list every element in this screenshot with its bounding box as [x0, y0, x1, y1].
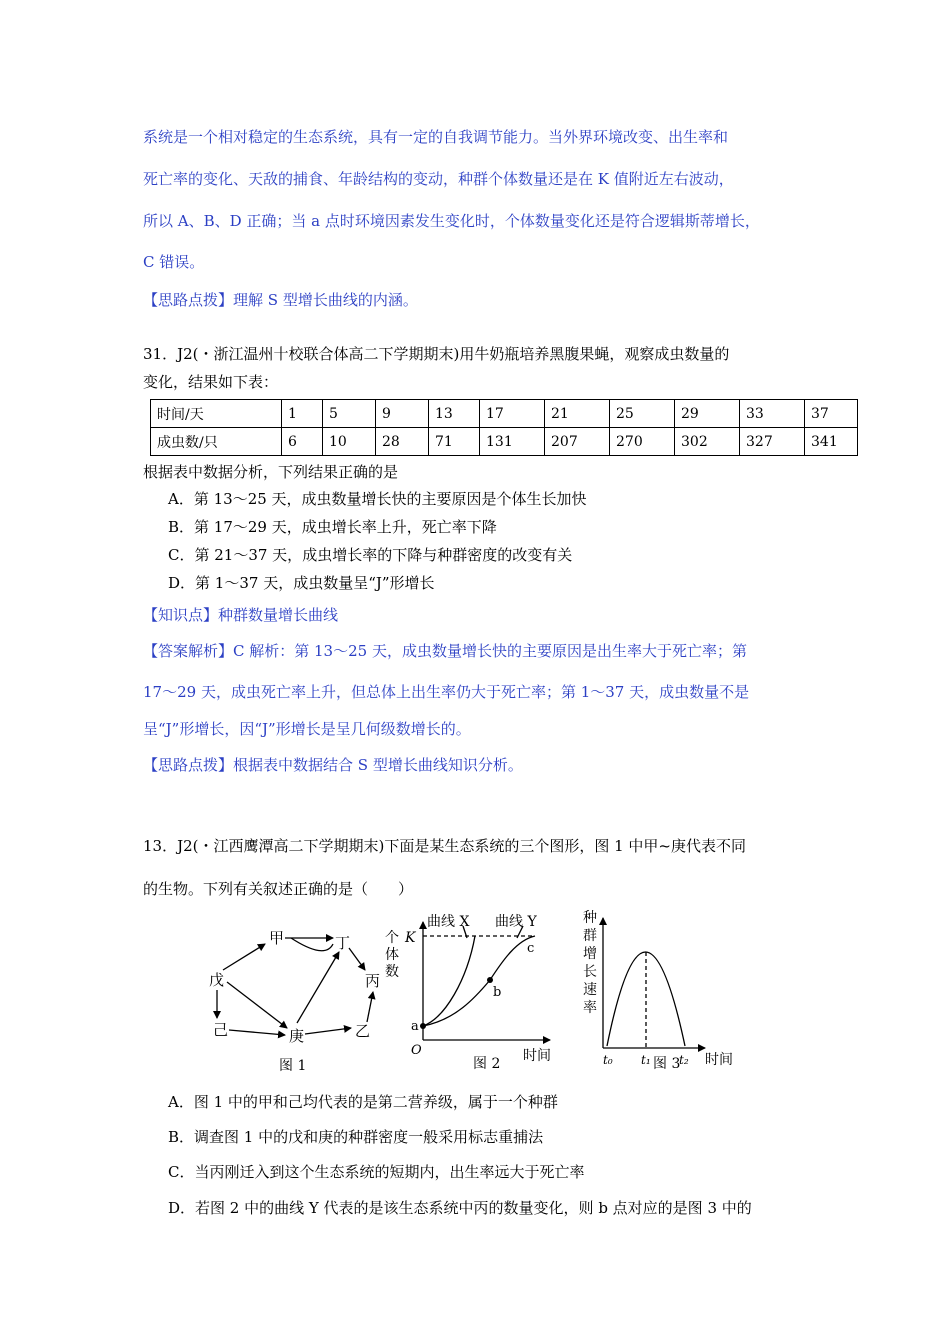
q31-question: 根据表中数据分析，下列结果正确的是	[143, 463, 399, 481]
table-cell: 207	[545, 428, 610, 456]
curve-y	[423, 936, 535, 1026]
ylabel-char: 率	[583, 1000, 597, 1016]
table-cell: 25	[610, 400, 675, 428]
ylabel-char: 群	[583, 928, 597, 944]
fig3-xlabel: 时间	[705, 1052, 733, 1068]
q31-answer-line-1: 【答案解析】C 解析：第 13～25 天，成虫数量增长快的主要原因是出生率大于死亡率；第	[143, 642, 747, 660]
arrow	[305, 1028, 351, 1034]
ylabel-char: 数	[385, 964, 399, 980]
arrow	[367, 992, 373, 1022]
q13-option-c: C．当丙刚迁入到这个生态系统的短期内，出生率远大于死亡率	[168, 1163, 585, 1181]
figure-2-growth-curves	[385, 913, 551, 1072]
table-cell: 28	[376, 428, 429, 456]
analysis-line-4: C 错误。	[143, 253, 205, 271]
table-header-time: 时间/天	[151, 400, 282, 428]
arrow-curve	[291, 938, 333, 951]
q31-option-c: C．第 21～37 天，成虫增长率的下降与种群密度的改变有关	[168, 546, 573, 564]
label-curve-y: 曲线 Y	[495, 914, 537, 930]
table-cell: 9	[376, 400, 429, 428]
fig2-xlabel: 时间	[523, 1048, 551, 1064]
ylabel-char: 长	[583, 964, 597, 980]
q31-knowledge: 【知识点】种群数量增长曲线	[143, 606, 339, 624]
table-header-count: 成虫数/只	[151, 428, 282, 456]
table-cell: 29	[675, 400, 740, 428]
node-geng: 庚	[289, 1027, 305, 1045]
q31-answer-line-2: 17～29 天，成虫死亡率上升，但总体上出生率仍大于死亡率；第 1～37 天，成虫数量不是	[143, 683, 750, 701]
table-cell: 341	[805, 428, 858, 456]
point-b-label: b	[493, 985, 502, 1000]
ylabel-char: 体	[385, 947, 399, 963]
figure-3-caption: 图 3	[653, 1056, 681, 1072]
table-cell: 21	[545, 400, 610, 428]
figure-2-caption: 图 2	[473, 1056, 501, 1072]
table-row	[151, 400, 858, 428]
analysis-line-3: 所以 A、B、D 正确；当 a 点时环境因素发生变化时，个体数量变化还是符合逻辑斯蒂增长，	[143, 212, 760, 230]
curve-x	[423, 936, 475, 1026]
tick-t0: t₀	[603, 1053, 613, 1067]
q13-stem-1: 13．J2(・江西鹰潭高二下学期期末)下面是某生态系统的三个图形，图 1 中甲~庚代表不同	[143, 837, 746, 855]
analysis-line-2: 死亡率的变化、天敌的捕食、年龄结构的变动，种群个体数量还是在 K 值附近左右波动，	[143, 170, 734, 188]
node-ding: 丁	[335, 934, 351, 952]
q31-option-d: D．第 1～37 天，成虫数量呈“J”形增长	[168, 574, 435, 592]
tick-t1: t₁	[641, 1053, 651, 1067]
point-a-label: a	[411, 1019, 419, 1034]
q31-data-table	[150, 399, 858, 456]
fig2-ylabel	[385, 930, 399, 980]
q31-option-a: A．第 13～25 天，成虫数量增长快的主要原因是个体生长加快	[168, 490, 587, 508]
point-c-label: c	[527, 941, 535, 956]
analysis-line-1: 系统是一个相对稳定的生态系统，具有一定的自我调节能力。当外界环境改变、出生率和	[143, 128, 729, 146]
q13-option-d: D．若图 2 中的曲线 Y 代表的是该生态系统中丙的数量变化，则 b 点对应的是图 3 中的	[168, 1199, 752, 1217]
table-cell: 302	[675, 428, 740, 456]
q13-figures	[205, 908, 745, 1078]
table-cell: 10	[323, 428, 376, 456]
figure-1-caption: 图 1	[279, 1058, 307, 1074]
ylabel-char: 种	[583, 910, 597, 926]
arrow	[349, 948, 365, 970]
table-cell: 5	[323, 400, 376, 428]
q31-answer-line-3: 呈“J”形增长，因“J”形增长是呈几何级数增长的。	[143, 720, 471, 738]
arrow	[223, 944, 265, 970]
node-wu: 戊	[209, 971, 225, 989]
figure-1-food-web	[209, 929, 380, 1074]
table-cell: 327	[740, 428, 805, 456]
ylabel-char: 个	[385, 930, 399, 946]
tick-t2: t₂	[679, 1053, 689, 1067]
tip-prev: 【思路点拨】理解 S 型增长曲线的内涵。	[143, 291, 418, 309]
arrow	[229, 1030, 285, 1035]
node-jia: 甲	[269, 929, 285, 947]
figure-3-growth-rate	[583, 910, 733, 1072]
figures-svg	[205, 908, 745, 1078]
q13-option-b: B．调查图 1 中的戊和庚的种群密度一般采用标志重捕法	[168, 1128, 544, 1146]
arrow	[227, 982, 287, 1028]
origin-label: O	[411, 1043, 422, 1058]
node-yi: 乙	[355, 1022, 371, 1040]
table-cell: 37	[805, 400, 858, 428]
q31-option-b: B．第 17～29 天，成虫增长率上升，死亡率下降	[168, 518, 497, 536]
k-label: K	[405, 930, 416, 946]
table-cell: 1	[282, 400, 323, 428]
node-ji: 己	[213, 1021, 229, 1039]
point-b	[487, 977, 493, 983]
arrow	[297, 952, 339, 1023]
table-cell: 17	[480, 400, 545, 428]
table-cell: 71	[429, 428, 480, 456]
q31-stem-2: 变化，结果如下表：	[143, 373, 279, 391]
fig3-ylabel	[583, 910, 597, 1016]
table-cell: 33	[740, 400, 805, 428]
table-cell: 131	[480, 428, 545, 456]
table-row	[151, 428, 858, 456]
node-bing: 丙	[365, 972, 381, 990]
table-cell: 270	[610, 428, 675, 456]
table-cell: 13	[429, 400, 480, 428]
ylabel-char: 增	[583, 946, 597, 962]
table-cell: 6	[282, 428, 323, 456]
q31-stem-1: 31．J2(・浙江温州十校联合体高二下学期期末)用牛奶瓶培养黑腹果蝇，观察成虫数量的	[143, 345, 730, 363]
q13-stem-2: 的生物。下列有关叙述正确的是（ ）	[143, 880, 414, 898]
ylabel-char: 速	[583, 982, 597, 998]
q13-option-a: A．图 1 中的甲和己均代表的是第二营养级，属于一个种群	[168, 1093, 558, 1111]
label-curve-x: 曲线 X	[427, 914, 470, 930]
point-a	[420, 1023, 426, 1029]
q31-tip: 【思路点拨】根据表中数据结合 S 型增长曲线知识分析。	[143, 756, 523, 774]
